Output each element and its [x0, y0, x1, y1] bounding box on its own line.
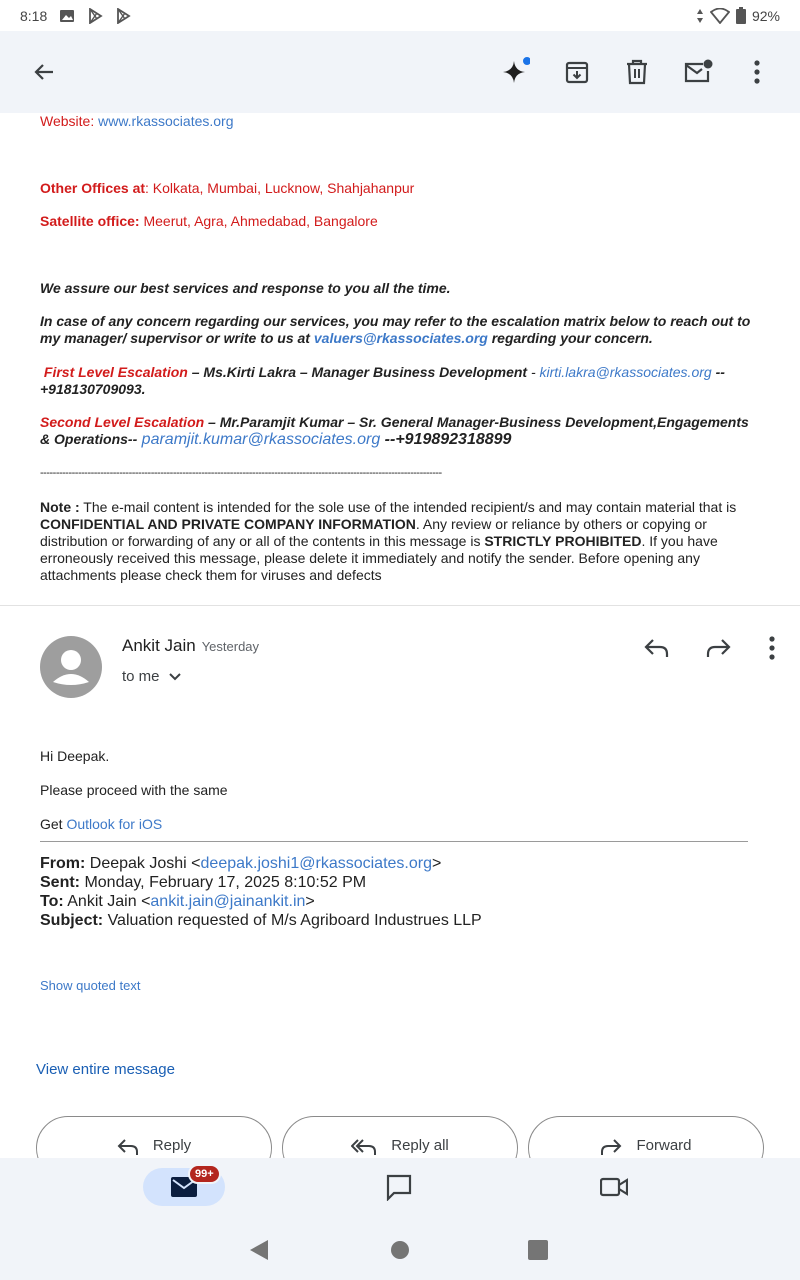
- quoted-to: To: Ankit Jain <ankit.jain@jainankit.in>: [40, 893, 315, 910]
- message-divider: [0, 605, 800, 606]
- forward-icon: [600, 1137, 622, 1157]
- system-navigation: [0, 1220, 800, 1280]
- view-entire-message-link[interactable]: View entire message: [36, 1061, 175, 1078]
- image-notification-icon: [59, 8, 75, 24]
- archive-button[interactable]: [560, 55, 594, 89]
- person-icon: [40, 636, 102, 698]
- data-arrows-icon: [696, 8, 704, 24]
- status-bar: [0, 0, 800, 31]
- triangle-back-icon: [248, 1239, 270, 1261]
- app-bar: [0, 31, 800, 113]
- back-button[interactable]: [27, 55, 61, 89]
- signature-concern: In case of any concern regarding our services, you may refer to the escalation matrix below to reach out to my manager/ supervisor or write to us at valuers@rkassociates.org regarding your concern.: [40, 313, 751, 346]
- mark-unread-button[interactable]: [681, 55, 715, 89]
- signature-website: Website: www.rkassociates.org: [40, 113, 234, 129]
- from-email-link[interactable]: deepak.joshi1@rkassociates.org: [200, 855, 432, 872]
- avatar[interactable]: [40, 636, 102, 698]
- nav-chat[interactable]: [384, 1172, 414, 1202]
- paramjit-email-link[interactable]: paramjit.kumar@rkassociates.org: [137, 431, 381, 448]
- valuers-email-link[interactable]: valuers@rkassociates.org: [313, 330, 488, 346]
- signature-other-offices: Other Offices at: Kolkata, Mumbai, Lucknow, Shahjahanpur: [40, 180, 415, 196]
- archive-icon: [564, 59, 590, 85]
- reply-button[interactable]: Reply: [36, 1116, 272, 1158]
- signature-assure: We assure our best services and response to you all the time.: [40, 280, 451, 296]
- bottom-navigation: [0, 1158, 800, 1220]
- website-link[interactable]: www.rkassociates.org: [98, 113, 234, 129]
- quoted-sent: Sent: Monday, February 17, 2025 8:10:52 PM: [40, 874, 367, 891]
- trash-icon: [625, 59, 649, 85]
- reply-icon: [117, 1137, 139, 1157]
- kirti-email-link[interactable]: kirti.lakra@rkassociates.org: [539, 364, 712, 380]
- message-more-button[interactable]: [754, 630, 790, 666]
- first-level-escalation: First Level Escalation – Ms.Kirti Lakra – Manager Business Development - kirti.lakra@rkassociates.org --+918130709093.: [40, 364, 725, 397]
- forward-icon: [705, 637, 731, 659]
- message-greeting: Hi Deepak.: [40, 748, 110, 764]
- more-options-button[interactable]: [740, 55, 774, 89]
- signature-satellite-offices: Satellite office: Meerut, Agra, Ahmedabad, Bangalore: [40, 213, 378, 229]
- reply-icon: [644, 637, 670, 659]
- quoted-from: From: Deepak Joshi <deepak.joshi1@rkassociates.org>: [40, 855, 442, 872]
- sparkle-icon: [500, 57, 530, 87]
- message-time: Yesterday: [201, 639, 260, 654]
- signature-note: Note : The e-mail content is intended for the sole use of the intended recipient/s and may contain material that is CONFIDENTIAL AND PRIVATE COMPANY INFORMATION. Any review or reliance by others or copying or distribution or forwarding of any or all of the contents in this message is STRICTLY PROHIBITED. If you have erroneously received this message, please delete it immediately and notify the sender. Before opening any attachments please check them for viruses and defects: [40, 499, 737, 583]
- forward-icon-button[interactable]: [700, 630, 736, 666]
- system-back-button[interactable]: [247, 1238, 271, 1262]
- show-quoted-text-link[interactable]: Show quoted text: [40, 978, 141, 993]
- quote-separator: [40, 841, 748, 842]
- gemini-button[interactable]: [498, 55, 532, 89]
- video-camera-icon: [600, 1176, 628, 1198]
- nav-meet[interactable]: [599, 1172, 629, 1202]
- forward-button[interactable]: Forward: [528, 1116, 764, 1158]
- back-arrow-icon: [32, 60, 56, 84]
- message-body: Please proceed with the same: [40, 782, 228, 798]
- status-time: 8:18: [20, 7, 48, 24]
- play-store-icon: [87, 8, 103, 24]
- chevron-down-icon: [168, 672, 182, 682]
- wifi-icon: [710, 8, 730, 24]
- system-recents-button[interactable]: [526, 1238, 550, 1262]
- signature-dashes: -------------------------------------------------------------------------------------------------------------------------------: [40, 467, 442, 479]
- chat-icon: [385, 1173, 413, 1201]
- reply-icon-button[interactable]: [639, 630, 675, 666]
- to-email-link[interactable]: ankit.jain@jainankit.in: [150, 893, 306, 910]
- reply-all-icon: [351, 1137, 377, 1157]
- reply-all-button[interactable]: Reply all: [282, 1116, 518, 1158]
- play-store-icon-2: [115, 8, 131, 24]
- circle-home-icon: [390, 1240, 410, 1260]
- email-content: [0, 113, 800, 1158]
- battery-percent: 92%: [751, 7, 780, 24]
- battery-icon: [736, 7, 746, 24]
- mark-unread-icon: [683, 59, 713, 85]
- sender-name[interactable]: Ankit Jain Yesterday: [122, 636, 260, 655]
- quoted-subject: Subject: Valuation requested of M/s Agriboard Industrues LLP: [40, 912, 482, 929]
- outlook-line: Get Outlook for iOS: [40, 816, 163, 832]
- second-level-escalation: Second Level Escalation – Mr.Paramjit Kumar – Sr. General Manager-Business Development,Engagements & Operations-- paramjit.kumar@rkassociates.org --+919892318899: [40, 414, 749, 448]
- mail-unread-badge: 99+: [188, 1164, 221, 1184]
- delete-button[interactable]: [620, 55, 654, 89]
- more-vert-icon: [753, 60, 761, 84]
- recipient-details-toggle[interactable]: to me: [122, 668, 182, 685]
- outlook-link[interactable]: Outlook for iOS: [66, 816, 163, 832]
- system-home-button[interactable]: [388, 1238, 412, 1262]
- more-vert-icon: [768, 636, 776, 660]
- square-recents-icon: [527, 1239, 549, 1261]
